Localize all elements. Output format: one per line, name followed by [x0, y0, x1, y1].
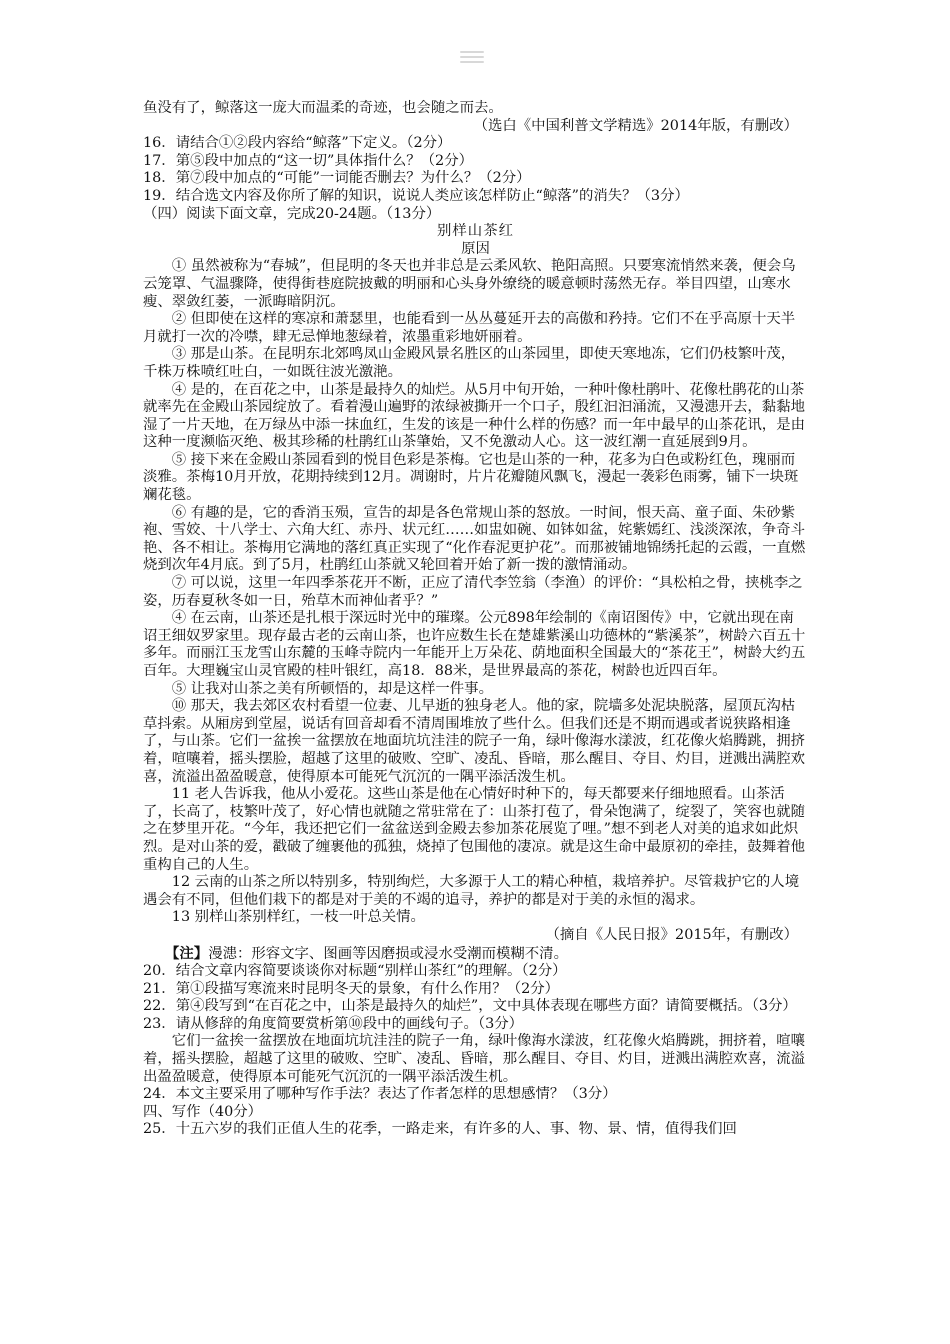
document-page — [143, 100, 808, 1139]
question-21: 21．第①段描写寒流来时昆明冬天的景象，有什么作用？（2分） — [143, 980, 560, 997]
paragraph-8: ④ 在云南，山茶还是扎根于深远时光中的璀璨。公元898年绘制的《南诏图传》中，它就出现在南诏王细奴罗家里。现存最古老的云南山茶，也许应数生长在楚雄紫溪山功德林的“紫溪茶”，树龄六百五十多年。而丽江玉龙雪山东麓的玉峰寺院内一年能开上万朵花、荫地面积全国最大的“茶花王”，树龄大约五百年。大理巍宝山灵官殿的桂叶银红，高18．88米，是世界最高的茶花，树龄也近四百年。 — [143, 610, 806, 679]
paragraph-10: ⑩ 那天，我去郊区农村看望一位妻、儿早逝的独身老人。他的家，院墙多处泥块脱落，屋顶瓦沟枯草抖索。从厢房到堂屋，说话有回音却看不清周围堆放了些什么。但我们还是不期而遇或者说狭路相逢了，与山茶。它们一盆挨一盆摆放在地面坑坑洼洼的院子一角，绿叶像海水漾波，红花像火焰腾跳，拥挤着，喧嚷着，摇头摆脸，超越了这里的破败、空旷、凌乱、昏暗，那么醒目、夺目、灼目，迸溅出满腔欢喜，流溢出盈盈暖意，使得原本可能死气沉沉的一隅平添活泼生机。 — [143, 698, 805, 785]
note-text: 漫漶：形容文字、图画等因磨损或浸水受潮而模糊不清。 — [208, 945, 568, 962]
paragraph-12: 12 云南的山茶之所以特别多，特别绚烂，大多源于人工的精心种植，栽培养护。尽管栽护它的人境遇会有不同，但他们栽下的都是对于美的不竭的追寻，养护的都是对于美的永恒的渴求。 — [143, 874, 800, 908]
source-citation-2: （摘自《人民日报》2015年，有删改） — [545, 926, 798, 943]
paragraph-3: ③ 那是山茶。在昆明东北郊鸣凤山金殿风景名胜区的山茶园里，即使天寒地冻，它们仍枝繁叶茂，千株万株喷红吐白，一如既往波光激滟。 — [143, 346, 796, 380]
essay-author: 原因 — [461, 240, 490, 257]
question-18: 18．第⑦段中加点的“可能”一词能否删去？为什么？（2分） — [143, 170, 531, 187]
paragraph-1: ① 虽然被称为“春城”，但昆明的冬天也并非总是云柔风软、艳阳高照。只要寒流悄然来袭，便会乌云笼罩、气温骤降，使得街巷庭院披戴的明丽和心头身外缭绕的暖意顿时荡然无存。举目四望，山寒水瘦、翠敛红萎，一派晦暗阴沉。 — [143, 258, 796, 310]
note — [143, 945, 808, 964]
question-19: 19．结合选文内容及你所了解的知识，说说人类应该怎样防止“鲸落”的消失？（3分） — [143, 187, 689, 204]
question-20: 20．结合文章内容简要谈谈你对标题“别样山茶红”的理解。（2分） — [143, 963, 567, 980]
paragraph-5: ⑤ 接下来在金殿山茶园看到的悦目色彩是茶梅。它也是山茶的一种，花多为白色或粉红色，瑰丽而淡雅。茶梅10月开放，花期持续到12月。凋谢时，片片花瓣随风飘飞，漫起一袭彩色雨雾，铺下一块斑斓花毯。 — [143, 451, 799, 504]
question-24: 24．本文主要采用了哪种写作手法？表达了作者怎样的思想感情？（3分） — [143, 1086, 617, 1103]
section-4-heading: （四）阅读下面文章，完成20-24题。（13分） — [143, 205, 441, 222]
paragraph-4: ④ 是的，在百花之中，山茶是最持久的灿烂。从5月中旬开始，一种叶像杜鹃叶、花像杜鹃花的山茶就率先在金殿山茶园绽放了。看着漫山遍野的浓绿被撕开一个口子，殷红汩汩涌流，又漫漶开去，黏黏地湿了一片天地，在万绿丛中添一抹血红，生发的该是一种什么样的伤感？而一年中最早的山茶花讯，是由这种一度濒临灭绝、极其珍稀的杜鹃红山茶肇始，又不免激动人心。这一波红潮一直延展到9月。 — [143, 381, 805, 451]
question-25: 25．十五六岁的我们正值人生的花季，一路走来，有许多的人、事、物、景、情，值得我们回 — [143, 1121, 737, 1138]
question-23-quote: 它们一盆挨一盆摆放在地面坑坑洼洼的院子一角，绿叶像海水漾波，红花像火焰腾跳，拥挤着，喧嚷着，摇头摆脸，超越了这里的破败、空旷、凌乱、昏暗，那么醒目、夺目、灼目，迸溅出满腔欢喜，流溢出盈盈暖意，使得原本可能死气沉沉的一隅平添活泼生机。 — [143, 1033, 805, 1085]
logo-mark-icon — [460, 48, 484, 72]
question-16: 16．请结合①②段内容给“鲸落”下定义。（2分） — [143, 135, 452, 152]
note-label: 【注】 — [165, 944, 209, 962]
paragraph-7: ⑦ 可以说，这里一年四季茶花开不断，正应了清代李笠翁（李渔）的评价：“具松柏之骨，挟桃李之姿，历春夏秋冬如一日，殆草木而神仙者乎？” — [143, 575, 803, 609]
paragraph-13: 13 别样山茶别样红，一枝一叶总关情。 — [171, 909, 425, 926]
question-23: 23．请从修辞的角度简要赏析第⑩段中的画线句子。（3分） — [143, 1015, 524, 1032]
question-22: 22．第④段写到“在百花之中，山茶是最持久的灿烂”，文中具体表现在哪些方面？请简要概括。（3分） — [143, 998, 797, 1015]
paragraph-6: ⑥ 有趣的是，它的香消玉殒，宣告的却是各色常规山茶的怒放。一时间，恨天高、童子面、朱砂紫袍、雪姣、十八学士、六角大红、赤丹、状元红……如盅如碗、如钵如盆，姹紫嫣红、浅淡深浓，争奇斗艳、各不相让。茶梅用它满地的落红真正实现了“化作春泥更护花”。而那被铺地锦绣托起的云霞，一直燃烧到次年4月底。到了5月，杜鹃红山茶就又轮回着开始了新一拨的激情涌动。 — [143, 504, 806, 574]
writing-section-heading: 四、写作（40分） — [143, 1103, 263, 1120]
source-citation-1: （选白《中国利普文学精选》2014年版，有删改） — [473, 117, 798, 134]
intro-line: 鱼没有了，鲸落这一庞大而温柔的奇迹，也会随之而去。 — [143, 100, 503, 116]
question-17: 17．第⑤段中加点的“这一切”具体指什么？（2分） — [143, 152, 473, 169]
paragraph-11: 11 老人告诉我，他从小爱花。这些山茶是他在心情好时种下的，每天都要来仔细地照看。山茶活了，长高了，枝繁叶茂了，好心情也就随之常驻常在了：山茶打苞了，骨朵饱满了，绽裂了，笑容也就随之在梦里开花。“今年，我还把它们一盆盆送到金殿去参加茶花展览了哩。”想不到老人对美的追求如此炽烈。是对山茶的爱，戳破了缠裹他的孤独，烧掉了包围他的凄凉。就是这生命中最原初的牵挂，鼓舞着他重构自己的人生。 — [143, 786, 805, 873]
paragraph-2: ② 但即使在这样的寒凉和萧瑟里，也能看到一丛丛蔓延开去的高傲和矜持。它们不在乎高原十天半月就打一次的冷噤，肆无忌惮地葱绿着，浓墨重彩地妍丽着。 — [143, 311, 796, 345]
essay-title: 别样山茶红 — [437, 223, 514, 240]
paragraph-9: ⑤ 让我对山茶之美有所顿悟的，却是这样一件事。 — [171, 680, 493, 697]
